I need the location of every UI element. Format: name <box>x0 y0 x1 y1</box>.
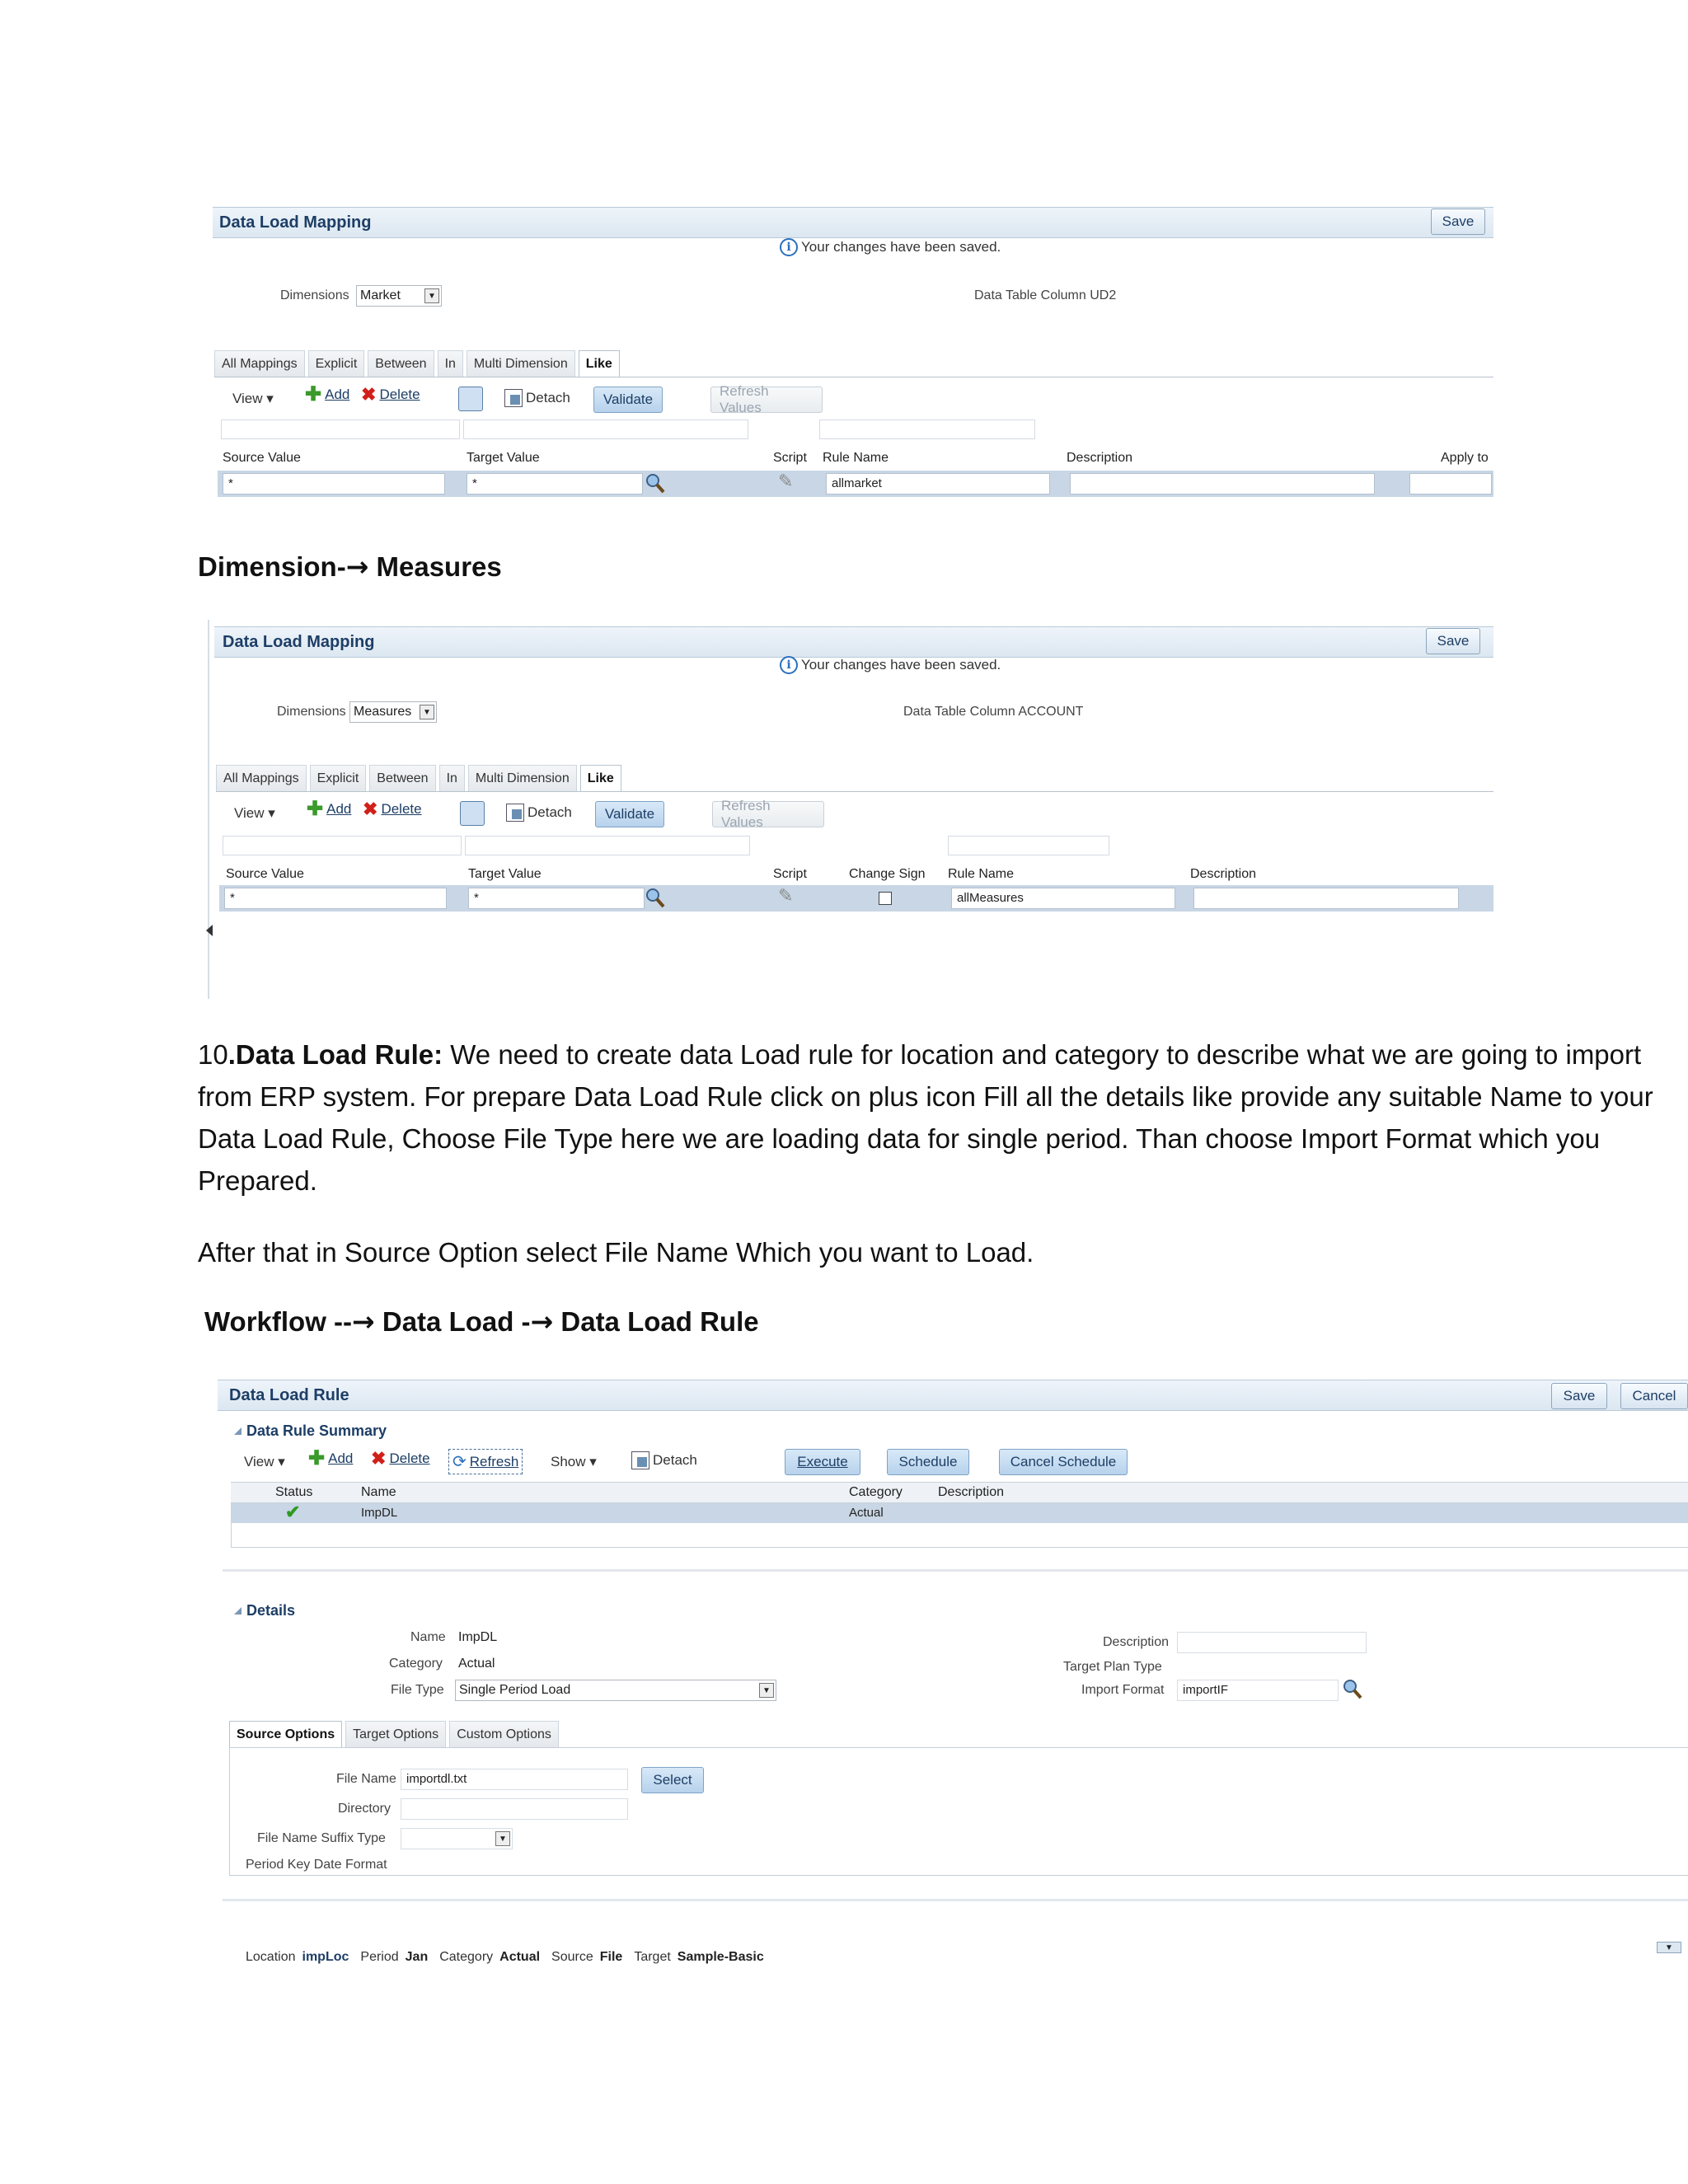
column-header-description: Description <box>938 1485 1005 1499</box>
file-type-select[interactable] <box>455 1680 776 1701</box>
rule-name-cell: ImpDL <box>361 1506 398 1520</box>
add-label: Add <box>326 801 352 817</box>
import-format-label: Import Format <box>1081 1683 1165 1697</box>
arrow-right-icon: → <box>352 1305 375 1338</box>
tab-between[interactable]: Between <box>368 350 434 377</box>
summary-table-body <box>231 1523 1688 1548</box>
tab-multi-dimension[interactable]: Multi Dimension <box>467 350 575 377</box>
dimensions-select-value: Measures <box>354 705 412 719</box>
chevron-down-icon[interactable]: ▼ <box>759 1683 774 1698</box>
category-value: Actual <box>458 1657 495 1671</box>
options-tabs <box>229 1721 562 1747</box>
panel-header <box>218 1380 1688 1411</box>
delete-x-icon: ✖ <box>371 1448 387 1469</box>
screenshot-data-load-mapping-measures <box>198 620 1493 999</box>
target-value-input[interactable]: * <box>467 473 643 494</box>
heading-data-load: Data Load - <box>374 1306 531 1337</box>
column-header-rule-name: Rule Name <box>948 867 1015 881</box>
tab-custom-options[interactable]: Custom Options <box>449 1721 559 1747</box>
pov-period-label: Period <box>360 1950 399 1964</box>
pov-category-value[interactable]: Actual <box>499 1950 541 1964</box>
view-menu[interactable]: View ▾ <box>232 391 274 406</box>
data-rule-summary-label: Data Rule Summary <box>246 1422 387 1439</box>
pov-target-label: Target <box>634 1950 671 1964</box>
add-button[interactable] <box>305 383 350 405</box>
filter-source-value[interactable] <box>223 836 462 855</box>
target-plan-type-label: Target Plan Type <box>1063 1660 1162 1674</box>
tab-source-options[interactable]: Source Options <box>229 1721 342 1747</box>
search-icon[interactable] <box>645 887 666 910</box>
detach-label: Detach <box>526 390 570 405</box>
plus-icon: ✚ <box>308 1447 326 1469</box>
pov-category-label: Category <box>439 1950 494 1964</box>
arrow-right-icon: → <box>530 1305 554 1338</box>
validate-button[interactable]: Validate <box>595 801 664 827</box>
delete-label: Delete <box>389 1451 430 1466</box>
chevron-down-icon[interactable]: ▼ <box>424 288 439 303</box>
tab-divider <box>216 791 1493 792</box>
validate-button[interactable]: Validate <box>593 387 663 413</box>
panel-header <box>213 207 1493 238</box>
chevron-down-icon[interactable]: ▼ <box>495 1831 510 1846</box>
detach-icon <box>506 804 524 822</box>
save-confirmation <box>780 238 1001 256</box>
column-header-description: Description <box>1190 867 1257 881</box>
name-label: Name <box>410 1630 446 1644</box>
delete-x-icon: ✖ <box>361 384 377 405</box>
filter-rule-name[interactable] <box>948 836 1109 855</box>
plus-icon: ✚ <box>305 383 322 405</box>
save-confirmation <box>780 656 1001 674</box>
tab-like[interactable]: Like <box>579 350 620 377</box>
cancel-schedule-button[interactable]: Cancel Schedule <box>999 1449 1128 1475</box>
file-type-label: File Type <box>391 1683 444 1697</box>
column-header-apply-to: Apply to <box>1441 451 1489 465</box>
filter-source-value[interactable] <box>221 419 460 439</box>
rule-category-cell: Actual <box>849 1506 884 1520</box>
tab-multi-dimension[interactable]: Multi Dimension <box>468 765 577 791</box>
panel-title: Data Load Mapping <box>219 213 372 232</box>
directory-input[interactable] <box>401 1798 628 1820</box>
mapping-tabs <box>216 765 625 791</box>
tab-between[interactable]: Between <box>369 765 435 791</box>
view-menu[interactable]: View ▾ <box>244 1454 285 1469</box>
details-label: Details <box>246 1602 296 1619</box>
rule-name-input[interactable]: allmarket <box>826 473 1050 494</box>
data-table-column: Data Table Column UD2 <box>974 288 1117 302</box>
add-button[interactable] <box>307 798 352 820</box>
search-icon[interactable] <box>645 472 666 495</box>
edit-icon[interactable] <box>460 801 485 826</box>
cancel-button[interactable]: Cancel <box>1620 1383 1688 1409</box>
paragraph-body: We need to create data Load rule for location and category to describe what we are going to import from ERP system. For prepare Data Load Rule click on plus icon Fill all the details like provide any suitable Name to your Data Load Rule, Choose File Type here we are loading data for single period. Than choose Import Format which you Prepared. <box>198 1039 1653 1196</box>
target-value-input[interactable]: * <box>468 888 645 909</box>
paragraph-number: 10 <box>198 1039 228 1070</box>
category-label: Category <box>389 1657 443 1671</box>
detach-button[interactable] <box>504 389 570 407</box>
file-type-value: Single Period Load <box>459 1683 571 1697</box>
pov-target-value[interactable]: Sample-Basic <box>677 1950 764 1964</box>
refresh-icon: ⟳ <box>452 1453 467 1471</box>
section-heading-measures <box>198 551 502 583</box>
tab-all-mappings[interactable]: All Mappings <box>214 350 305 377</box>
pov-source-label: Source <box>551 1950 593 1964</box>
table-row[interactable] <box>231 1503 1688 1523</box>
paragraph-bold-title: .Data Load Rule: <box>227 1039 443 1070</box>
detach-button[interactable] <box>631 1451 697 1469</box>
column-header-target-value: Target Value <box>467 451 540 465</box>
dimensions-select[interactable] <box>349 701 437 723</box>
select-button[interactable]: Select <box>641 1767 704 1793</box>
column-header-script: Script <box>773 867 807 881</box>
import-format-input[interactable]: importIF <box>1177 1680 1339 1701</box>
panel-header <box>214 626 1493 658</box>
tab-in[interactable]: In <box>438 350 463 377</box>
search-icon[interactable] <box>1342 1678 1363 1701</box>
view-menu[interactable]: View ▾ <box>234 805 275 821</box>
add-label: Add <box>328 1451 354 1466</box>
detach-button[interactable] <box>506 804 572 822</box>
column-header-source-value: Source Value <box>223 451 301 465</box>
filter-target-value[interactable] <box>463 419 748 439</box>
info-icon: i <box>780 656 798 674</box>
plus-icon: ✚ <box>307 798 324 820</box>
refresh-label: Refresh <box>469 1453 519 1469</box>
source-value-input[interactable]: * <box>223 473 445 494</box>
screenshot-data-load-mapping-market <box>198 202 1493 515</box>
source-value-input[interactable]: * <box>224 888 447 909</box>
rule-name-input[interactable]: allMeasures <box>951 888 1175 909</box>
column-header-script: Script <box>773 451 807 465</box>
column-header-status: Status <box>275 1485 313 1499</box>
column-header-name: Name <box>361 1485 396 1499</box>
pov-location-value[interactable]: impLoc <box>302 1950 349 1964</box>
refresh-values-button[interactable]: Refresh Values <box>710 387 823 413</box>
paragraph-source-option: After that in Source Option select File Name Which you want to Load. <box>198 1237 1034 1268</box>
column-header-change-sign: Change Sign <box>849 867 926 881</box>
arrow-right-icon: → <box>345 551 369 583</box>
name-value: ImpDL <box>458 1630 498 1644</box>
tab-explicit[interactable]: Explicit <box>310 765 367 791</box>
screenshot-data-load-rule <box>213 1371 1688 1990</box>
edit-icon[interactable] <box>458 387 483 411</box>
pov-source-value[interactable]: File <box>599 1950 623 1964</box>
pov-bar <box>246 1950 764 1965</box>
file-name-suffix-type-label: File Name Suffix Type <box>257 1831 386 1845</box>
data-table-column: Data Table Column ACCOUNT <box>903 705 1084 719</box>
mapping-tabs <box>214 350 623 377</box>
paragraph-data-load-rule <box>198 1033 1681 1202</box>
description-input[interactable] <box>1193 888 1459 909</box>
pov-period-value[interactable]: Jan <box>405 1950 429 1964</box>
refresh-button[interactable] <box>448 1449 523 1474</box>
delete-label: Delete <box>379 387 420 402</box>
collapse-handle-icon[interactable] <box>206 925 213 936</box>
tab-target-options[interactable]: Target Options <box>345 1721 446 1747</box>
dimensions-label: Dimensions <box>277 705 346 719</box>
tab-all-mappings[interactable]: All Mappings <box>216 765 307 791</box>
pencil-icon[interactable]: ✎ <box>778 885 794 906</box>
show-menu[interactable]: Show ▾ <box>551 1454 597 1469</box>
delete-button[interactable] <box>363 801 422 818</box>
filter-rule-name[interactable] <box>819 419 1035 439</box>
save-confirmation-text: Your changes have been saved. <box>801 657 1001 673</box>
detach-icon <box>504 389 523 407</box>
column-header-rule-name: Rule Name <box>823 451 889 465</box>
delete-x-icon: ✖ <box>363 799 378 819</box>
frame-left-border <box>208 620 209 999</box>
details-title <box>234 1602 295 1619</box>
heading-workflow: Workflow -- <box>204 1306 353 1337</box>
panel-title: Data Load Rule <box>229 1386 349 1404</box>
heading-data-load-rule: Data Load Rule <box>553 1306 759 1337</box>
filter-target-value[interactable] <box>465 836 750 855</box>
change-sign-checkbox[interactable] <box>879 892 892 905</box>
heading-text-right: Measures <box>368 551 502 582</box>
data-rule-summary-title <box>234 1422 387 1440</box>
dimensions-label: Dimensions <box>280 288 349 302</box>
panel-title: Data Load Mapping <box>223 633 375 651</box>
column-header-description: Description <box>1067 451 1133 465</box>
status-success-icon: ✔ <box>285 1502 301 1522</box>
add-label: Add <box>325 387 350 402</box>
details-bottom-border <box>223 1899 1688 1901</box>
save-button[interactable]: Save <box>1551 1383 1607 1409</box>
collapse-triangle-icon[interactable] <box>234 1427 241 1435</box>
section-heading-workflow <box>204 1305 759 1338</box>
chevron-down-icon[interactable]: ▼ <box>420 705 434 719</box>
file-name-input[interactable]: importdl.txt <box>401 1769 628 1790</box>
save-button[interactable]: Save <box>1431 209 1485 235</box>
dimensions-select[interactable] <box>356 285 442 307</box>
info-icon: i <box>780 238 798 256</box>
description-input[interactable] <box>1070 473 1375 494</box>
directory-label: Directory <box>338 1802 392 1816</box>
tab-explicit[interactable]: Explicit <box>308 350 365 377</box>
column-header-target-value: Target Value <box>468 867 542 881</box>
execute-button[interactable]: Execute <box>785 1449 860 1475</box>
tab-in[interactable]: In <box>439 765 465 791</box>
detach-icon <box>631 1451 649 1469</box>
pencil-icon[interactable]: ✎ <box>778 471 794 491</box>
expand-down-icon[interactable]: ▼ <box>1657 1942 1681 1953</box>
delete-label: Delete <box>381 801 422 817</box>
add-button[interactable] <box>308 1447 354 1469</box>
column-header-source-value: Source Value <box>226 867 304 881</box>
save-button[interactable]: Save <box>1426 628 1480 654</box>
column-header-category: Category <box>849 1485 903 1499</box>
save-confirmation-text: Your changes have been saved. <box>801 239 1001 255</box>
dimensions-select-value: Market <box>360 288 401 302</box>
refresh-values-button[interactable]: Refresh Values <box>712 801 824 827</box>
pov-location-label: Location <box>246 1950 296 1964</box>
delete-button[interactable] <box>371 1448 430 1469</box>
detach-label: Detach <box>653 1452 697 1468</box>
file-name-suffix-type-select[interactable] <box>401 1828 513 1849</box>
collapse-triangle-icon[interactable] <box>234 1607 241 1615</box>
period-key-date-format-label: Period Key Date Format <box>246 1858 387 1872</box>
heading-text-left: Dimension- <box>198 551 346 582</box>
details-divider <box>223 1569 1688 1572</box>
tab-like[interactable]: Like <box>580 765 621 791</box>
detach-label: Detach <box>528 804 572 820</box>
apply-to-input[interactable] <box>1409 473 1492 494</box>
description-input[interactable] <box>1177 1632 1367 1653</box>
schedule-button[interactable]: Schedule <box>887 1449 969 1475</box>
description-label: Description <box>1103 1635 1170 1649</box>
file-name-label: File Name <box>336 1772 396 1786</box>
delete-button[interactable] <box>361 384 420 405</box>
